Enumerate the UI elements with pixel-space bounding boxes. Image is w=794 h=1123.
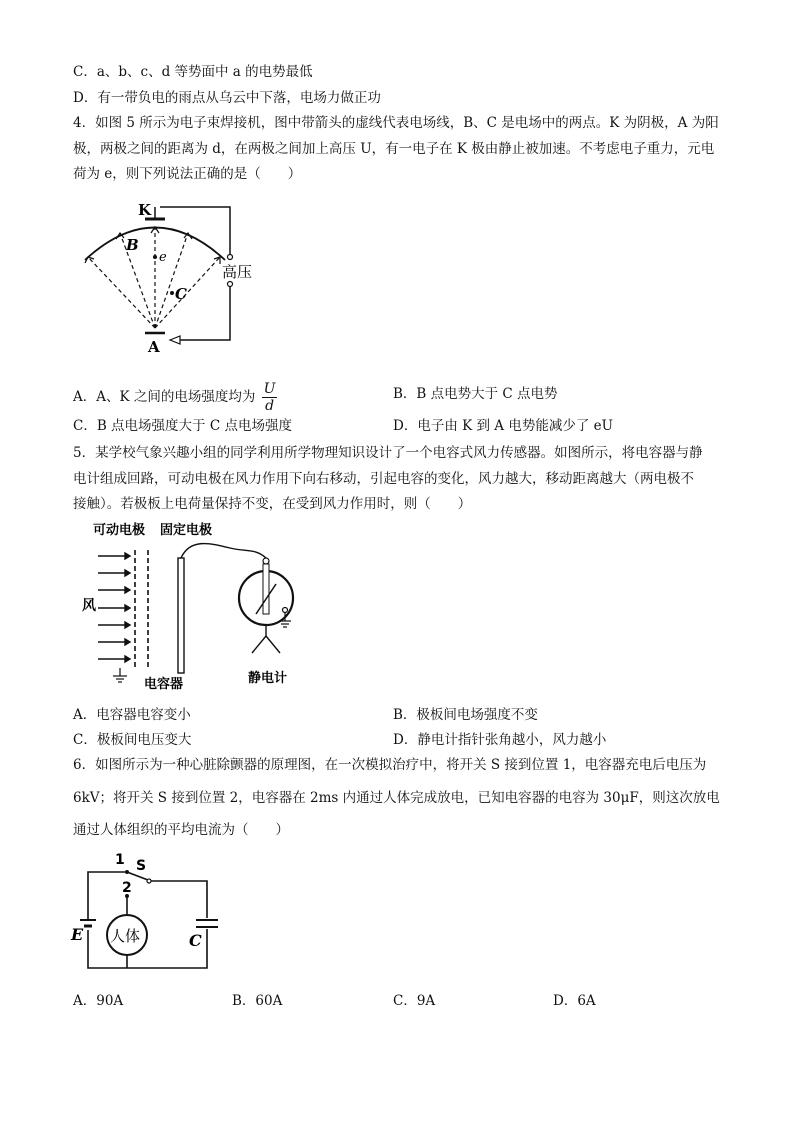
q6-stem-line2: 6kV；将开关 S 接到位置 2，电容器在 2ms 内通过人体完成放电，已知电容器的电容为 30μF，则这次放电 — [73, 790, 720, 806]
label-k: K — [138, 201, 152, 219]
q4-option-a-fraction — [262, 381, 278, 414]
q5-option-b: B．极板间电场强度不变 — [393, 707, 538, 723]
q5-stem-line3: 接触）。若极板上电荷量保持不变，在受到风力作用时，则（ ） — [73, 496, 472, 512]
label-high-voltage: 高压 — [222, 263, 253, 281]
q4-option-a — [73, 377, 277, 417]
label-e: e — [159, 250, 167, 265]
label-b: B — [126, 236, 139, 254]
q4-option-d: D．电子由 K 到 A 电势能减少了 eU — [393, 418, 613, 434]
label-fixed-electrode: 固定电极 — [160, 523, 213, 538]
q5-option-d: D．静电计指针张角越小，风力越小 — [393, 732, 607, 748]
label-a: A — [148, 338, 160, 355]
fraction-denominator: d — [265, 398, 275, 414]
label-c: C — [175, 285, 187, 303]
q5-option-a: A．电容器电容变小 — [73, 707, 191, 723]
q3-option-d: D．有一带负电的雨点从乌云中下落，电场力做正功 — [73, 90, 381, 106]
label-electrometer: 静电计 — [248, 671, 288, 686]
q4-option-a-text: A．A、K 之间的电场强度均为 — [73, 389, 256, 405]
label-switch-s: S — [136, 858, 147, 874]
label-human-body: 人体 — [110, 927, 141, 945]
label-e: E — [71, 925, 84, 944]
label-wind: 风 — [82, 598, 96, 614]
q3-option-c: C．a、b、c、d 等势面中 a 的电势最低 — [73, 64, 313, 80]
fraction-numerator: U — [263, 381, 276, 397]
label-capacitor: 电容器 — [144, 677, 184, 690]
q4-option-b: B．B 点电势大于 C 点电势 — [393, 386, 558, 402]
q6-option-a: A．90A — [73, 993, 124, 1009]
q6-option-b: B．60A — [232, 993, 283, 1009]
q6-option-d: D．6A — [553, 993, 596, 1009]
q6-stem-line3: 通过人体组织的平均电流为（ ） — [73, 822, 289, 838]
q4-option-c: C．B 点电场强度大于 C 点电场强度 — [73, 418, 292, 434]
defibrillator-circuit-figure — [70, 850, 220, 975]
q5-option-c: C．极板间电压变大 — [73, 732, 192, 748]
electron-beam-welder-figure — [80, 195, 280, 355]
label-position-2: 2 — [122, 880, 132, 896]
q4-stem-line2: 极，两极之间的距离为 d，在两极之间加上高压 U，有一电子在 K 极由静止被加速。不考虑电子重力，元电 — [73, 141, 715, 157]
label-movable-electrode: 可动电极 — [93, 523, 146, 538]
q4-stem-line3: 荷为 e，则下列说法正确的是（ ） — [73, 166, 302, 182]
wind-sensor-figure — [80, 518, 310, 690]
q4-stem-line1: 4．如图 5 所示为电子束焊接机，图中带箭头的虚线代表电场线，B、C 是电场中的两点。K 为阴极，A 为阳 — [73, 115, 719, 131]
q6-stem-line1: 6．如图所示为一种心脏除颤器的原理图，在一次模拟治疗中，将开关 S 接到位置 1，电容器充电后电压为 — [73, 757, 707, 773]
q6-option-c: C．9A — [393, 993, 436, 1009]
q5-stem-line1: 5．某学校气象兴趣小组的同学利用所学物理知识设计了一个电容式风力传感器。如图所示，将电容器与静 — [73, 445, 703, 461]
label-position-1: 1 — [115, 852, 125, 868]
label-c: C — [189, 931, 202, 950]
q5-stem-line2: 电计组成回路，可动电极在风力作用下向右移动，引起电容的变化，风力越大，移动距离越大（两电极不 — [73, 471, 694, 487]
